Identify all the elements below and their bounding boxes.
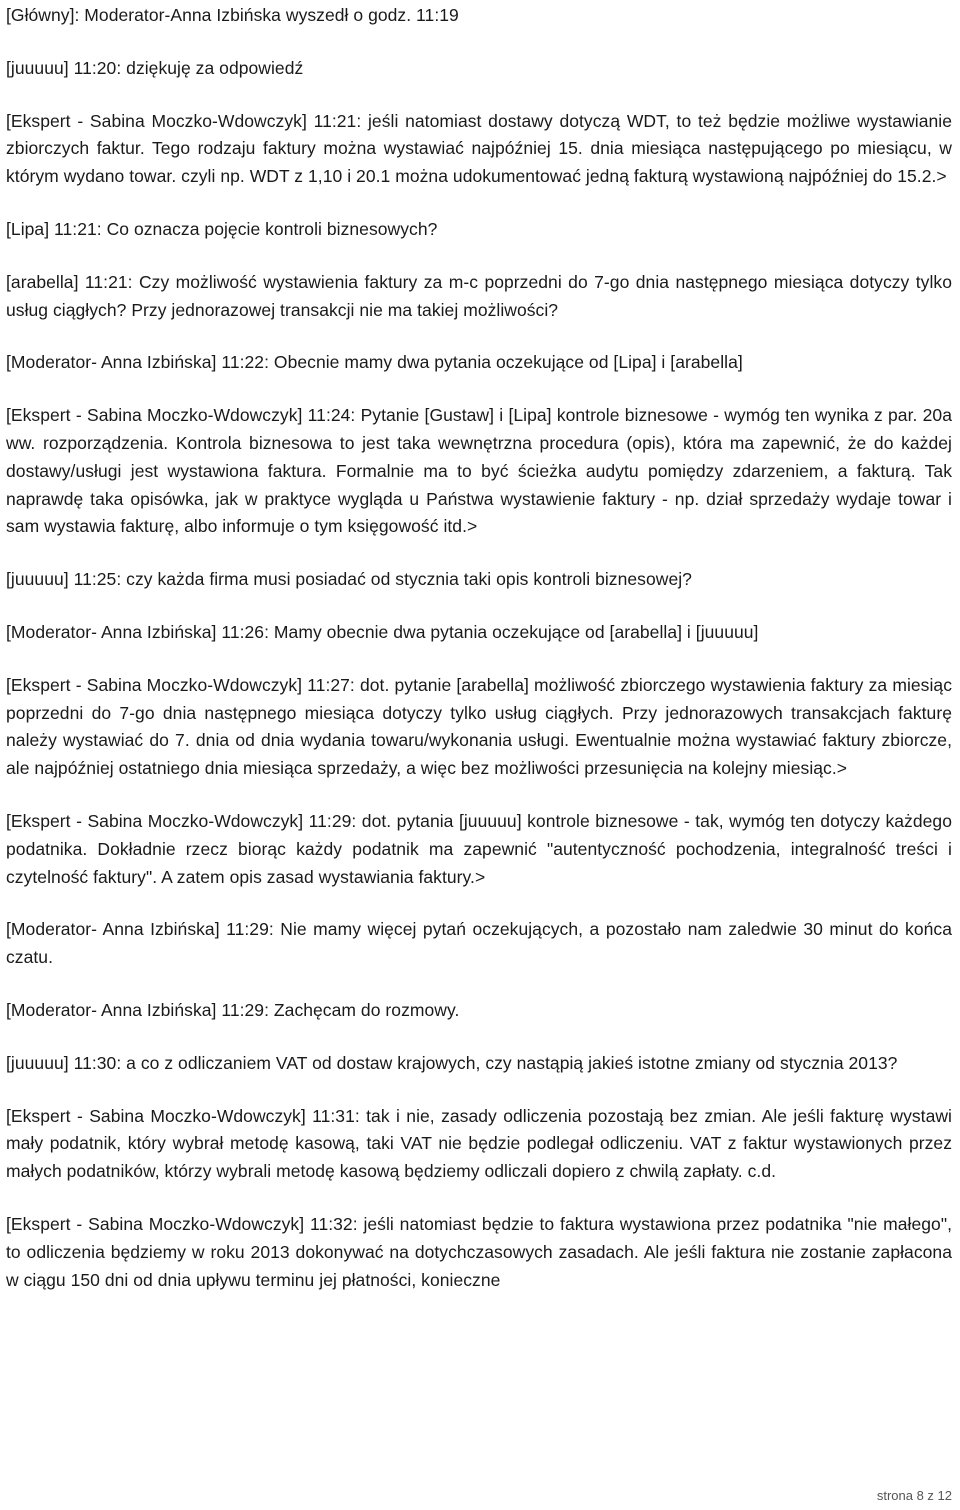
message-13: [juuuuu] 11:30: a co z odliczaniem VAT od dostaw krajowych, czy nastąpią jakieś istotne zmiany od stycznia 2013?	[6, 1052, 898, 1073]
message-3: [Lipa] 11:21: Co oznacza pojęcie kontroli biznesowych?	[6, 218, 438, 239]
message-10: [Ekspert - Sabina Moczko-Wdowczyk] 11:29: dot. pytania [juuuuu] kontrole biznesowe - tak, wymóg ten dotyczy każdego podatnika. Dokładnie rzecz biorąc każdy podatnik ma zapewnić "autentyczność pochodzenia, integralność treści i czytelność faktury". A zatem opis zasad wystawiania faktury.>	[6, 810, 952, 887]
message-12: [Moderator- Anna Izbińska] 11:29: Zachęcam do rozmowy.	[6, 999, 460, 1020]
message-9: [Ekspert - Sabina Moczko-Wdowczyk] 11:27: dot. pytanie [arabella] możliwość zbiorczego wystawienia faktury za miesiąc poprzedni do 7-go dnia następnego miesiąca dotyczy tylko usług ciągłych. Przy jednorazowych transakcjach fakturę należy wystawiać do 7. dnia od dnia wydania towaru/wykonania usługi. Ewentualnie można wystawiać faktury zbiorcze, ale najpóźniej ostatniego dnia miesiąca sprzedaży, a więc bez możliwości przesunięcia na kolejny miesiąc.>	[6, 674, 952, 779]
message-14: [Ekspert - Sabina Moczko-Wdowczyk] 11:31: tak i nie, zasady odliczenia pozostają bez zmian. Ale jeśli fakturę wystawi mały podatnik, który wybrał metodę kasową, taki VAT nie będzie podlegał odliczeniu. VAT z faktur wystawionych przez małych podatników, którzy wybrali metodę kasową będziemy odliczali dopiero z chwilą zapłaty. c.d.	[6, 1105, 952, 1182]
message-6: [Ekspert - Sabina Moczko-Wdowczyk] 11:24: Pytanie [Gustaw] i [Lipa] kontrole biznesowe - wymóg ten wynika z par. 20a ww. rozporządzenia. Kontrola biznesowa to jest taka wewnętrzna procedura (opis), która ma zapewnić, że do każdej dostawy/usługi jest wystawiona faktura. Formalnie ma to być ścieżka audytu pomiędzy zdarzeniem, a fakturą. Tak naprawdę taka opisówka, jak w praktyce wygląda u Państwa wystawienie faktury - np. dział sprzedaży wydaje towar i sam wystawia fakturę, albo informuje o tym księgowość itd.>	[6, 405, 952, 537]
message-4: [arabella] 11:21: Czy możliwość wystawienia faktury za m-c poprzedni do 7-go dnia następnego miesiąca dotyczy tylko usług ciągłych? Przy jednorazowej transakcji nie ma takiej możliwości?	[6, 271, 952, 320]
chat-transcript	[6, 2, 952, 1319]
message-15: [Ekspert - Sabina Moczko-Wdowczyk] 11:32: jeśli natomiast będzie to faktura wystawiona przez podatnika "nie małego", to odliczenia będziemy w roku 2013 dokonywać na dotychczasowych zasadach. Ale jeśli faktura nie zostanie zapłacona w ciągu 150 dni od dnia upływu terminu jej płatności, konieczne	[6, 1213, 952, 1290]
message-5: [Moderator- Anna Izbińska] 11:22: Obecnie mamy dwa pytania oczekujące od [Lipa] i [arabella]	[6, 352, 743, 373]
message-1: [juuuuu] 11:20: dziękuję za odpowiedź	[6, 57, 304, 78]
message-0: [Główny]: Moderator-Anna Izbińska wyszedł o godz. 11:19	[6, 5, 459, 25]
message-11: [Moderator- Anna Izbińska] 11:29: Nie mamy więcej pytań oczekujących, a pozostało nam zaledwie 30 minut do końca czatu.	[6, 919, 952, 968]
message-8: [Moderator- Anna Izbińska] 11:26: Mamy obecnie dwa pytania oczekujące od [arabella] i [juuuuu]	[6, 621, 759, 642]
message-7: [juuuuu] 11:25: czy każda firma musi posiadać od stycznia taki opis kontroli biznesowej?	[6, 569, 692, 590]
page-number: strona 8 z 12	[876, 1488, 952, 1503]
message-2: [Ekspert - Sabina Moczko-Wdowczyk] 11:21: jeśli natomiast dostawy dotyczą WDT, to też będzie możliwe wystawianie zbiorczych faktur. Tego rodzaju faktury można wystawiać najpóźniej 15. dnia miesiąca następującego po miesiącu, w którym wydano towar. czyli np. WDT z 1,10 i 20.1 można udokumentować jedną fakturą wystawioną najpóźniej do 15.2.>	[6, 110, 952, 187]
